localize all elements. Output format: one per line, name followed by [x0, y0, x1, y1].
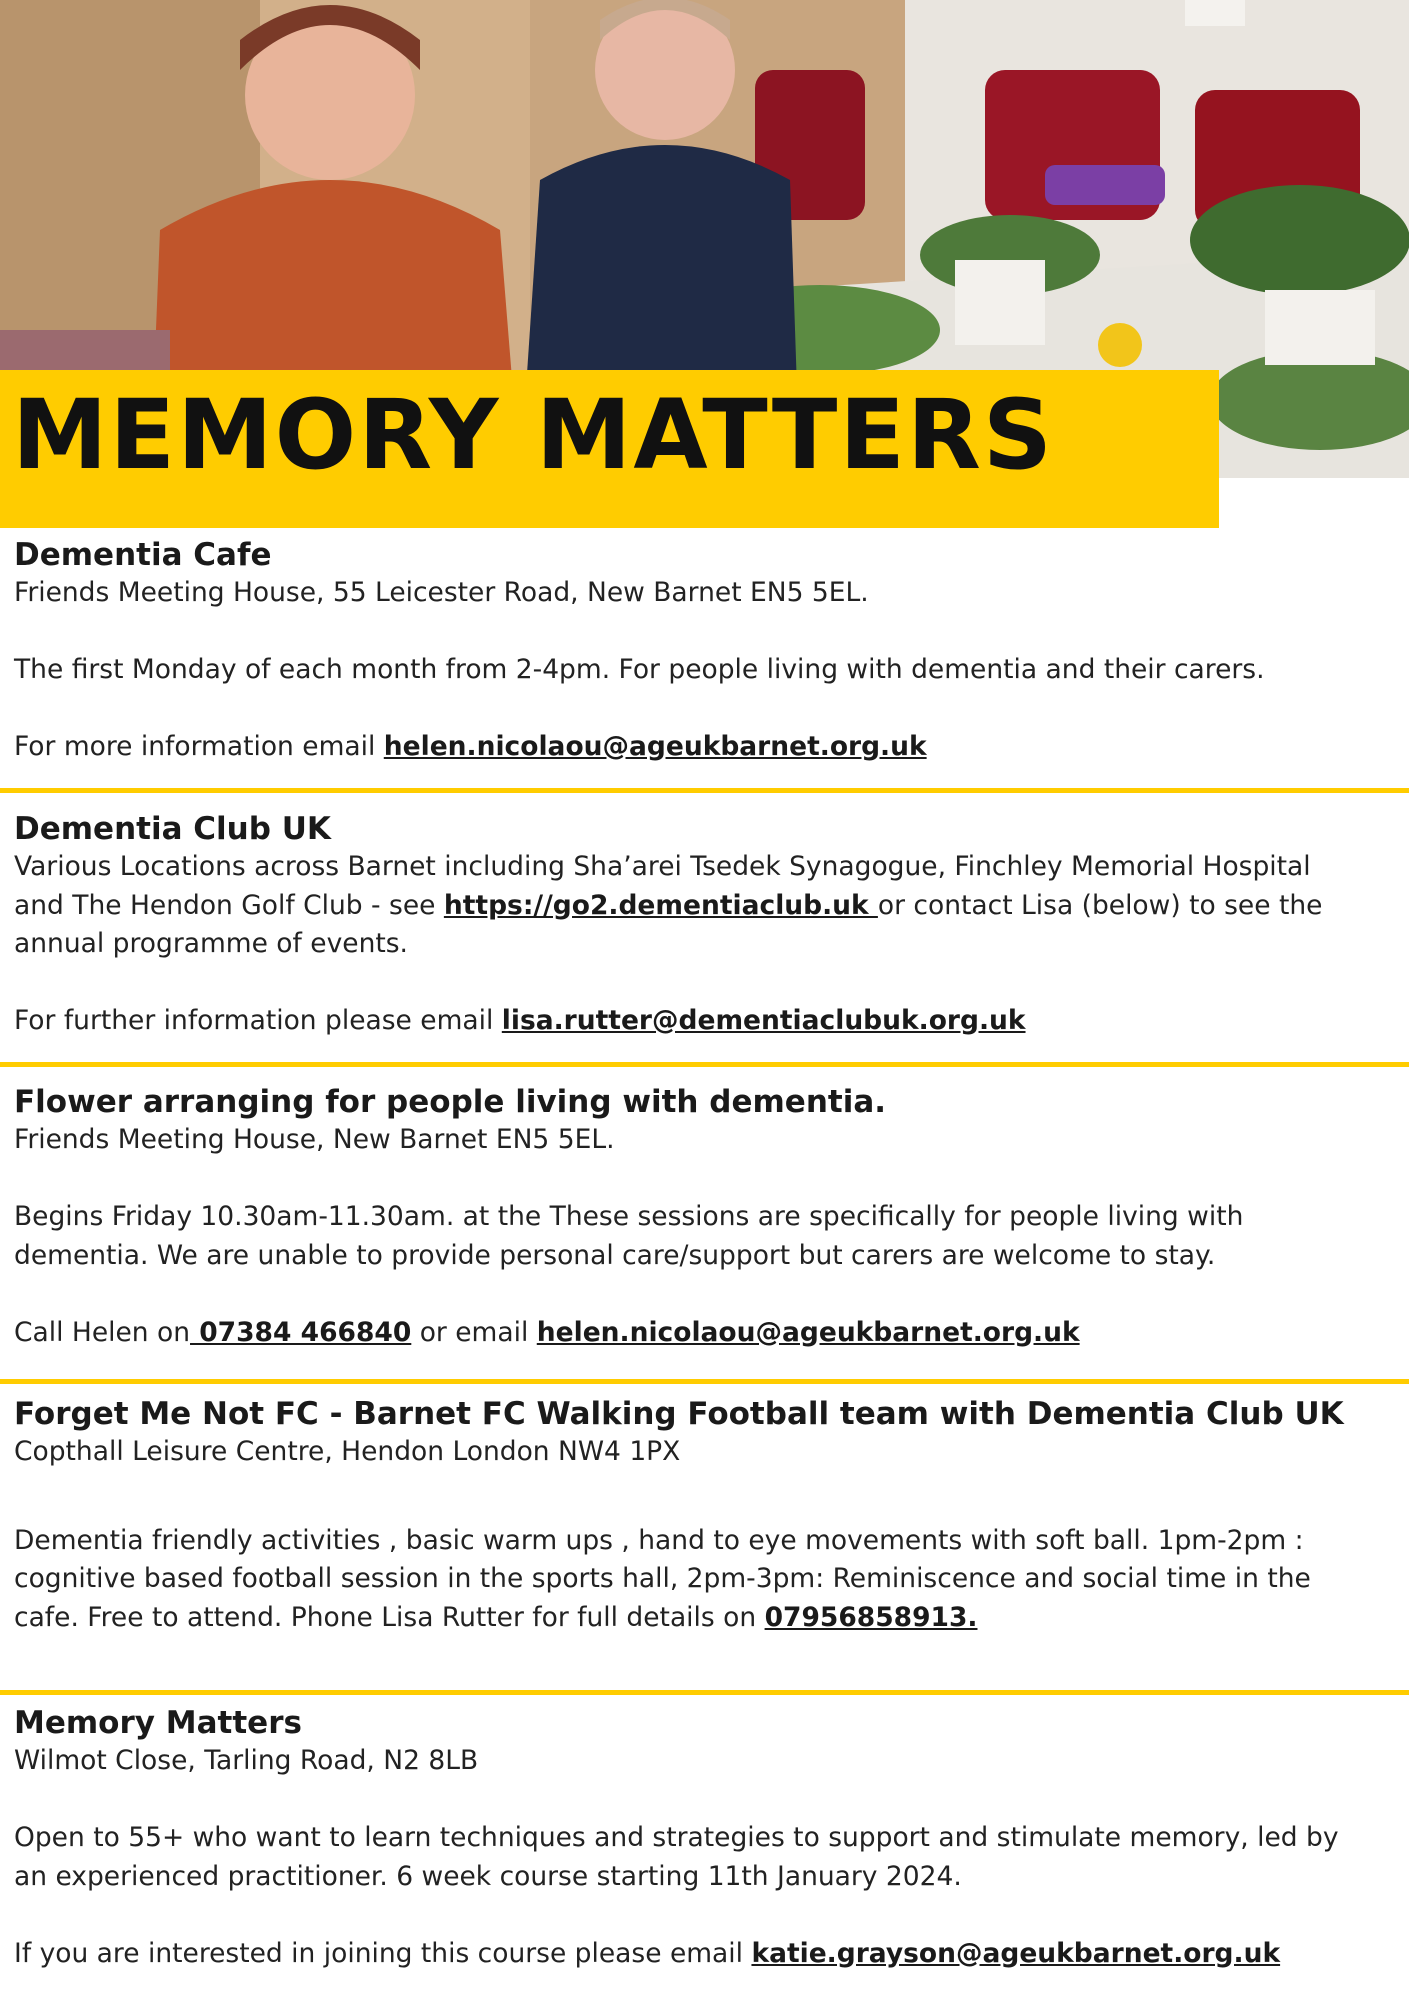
section-heading: Forget Me Not FC - Barnet FC Walking Football team with Dementia Club UK — [14, 1396, 1344, 1432]
description-line — [14, 887, 1394, 926]
phone-link[interactable]: 07956858913. — [764, 1601, 978, 1633]
description: The first Monday of each month from 2-4pm. For people living with dementia and their carers. — [14, 654, 1265, 685]
section-divider — [0, 1062, 1409, 1067]
contact-line — [14, 1935, 1394, 1974]
email-link[interactable]: helen.nicolaou@ageukbarnet.org.uk — [536, 1316, 1080, 1348]
section-heading: Memory Matters — [14, 1705, 302, 1741]
text-prefix: cafe. Free to attend. Phone Lisa Rutter for full details on — [14, 1601, 765, 1633]
section-dementia-cafe — [14, 536, 1394, 767]
description-line: dementia. We are unable to provide personal care/support but carers are welcome to stay. — [14, 1239, 1216, 1271]
section-memory-matters — [14, 1704, 1394, 1973]
description-line: Dementia friendly activities , basic warm ups , hand to eye movements with soft ball. 1pm-2pm : — [14, 1524, 1304, 1556]
section-heading: Flower arranging for people living with dementia. — [14, 1084, 887, 1120]
section-dementia-club-uk — [14, 810, 1394, 1041]
contact-line — [14, 1314, 1394, 1353]
text-suffix: or contact Lisa (below) to see the — [877, 889, 1323, 921]
address: Copthall Leisure Centre, Hendon London NW4 1PX — [14, 1436, 681, 1467]
email-link[interactable]: lisa.rutter@dementiaclubuk.org.uk — [501, 1005, 1026, 1036]
contact-prefix: If you are interested in joining this course please email — [14, 1937, 752, 1969]
contact-prefix: For further information please email — [14, 1005, 502, 1036]
section-divider — [0, 1690, 1409, 1695]
address: Friends Meeting House, New Barnet EN5 5EL. — [14, 1124, 615, 1155]
description-line: Begins Friday 10.30am-11.30am. at the These sessions are specifically for people living with — [14, 1201, 1244, 1232]
section-forget-me-not-fc — [14, 1395, 1394, 1637]
contact-line — [14, 728, 1394, 767]
contact-middle: or email — [411, 1316, 537, 1348]
description-line: annual programme of events. — [14, 928, 408, 959]
description-line: Various Locations across Barnet including Sha’arei Tsedek Synagogue, Finchley Memorial Hospital — [14, 851, 1311, 882]
page-title: MEMORY MATTERS — [12, 379, 1055, 491]
section-flower-arranging — [14, 1083, 1394, 1352]
address: Friends Meeting House, 55 Leicester Road, New Barnet EN5 5EL. — [14, 577, 869, 608]
website-link[interactable]: https://go2.dementiaclub.uk — [443, 889, 878, 921]
phone-link[interactable]: 07384 466840 — [190, 1316, 412, 1348]
description-line: an experienced practitioner. 6 week course starting 11th January 2024. — [14, 1860, 962, 1892]
section-heading: Dementia Cafe — [14, 537, 272, 573]
description-line — [14, 1599, 1394, 1638]
contact-prefix: Call Helen on — [14, 1316, 191, 1348]
contact-prefix: For more information email — [14, 731, 384, 762]
email-link[interactable]: helen.nicolaou@ageukbarnet.org.uk — [383, 731, 927, 762]
contact-line — [14, 1002, 1394, 1041]
section-divider — [0, 788, 1409, 793]
address: Wilmot Close, Tarling Road, N2 8LB — [14, 1745, 479, 1776]
email-link[interactable]: katie.grayson@ageukbarnet.org.uk — [751, 1937, 1281, 1969]
section-heading: Dementia Club UK — [14, 811, 331, 847]
description-line: cognitive based football session in the sports hall, 2pm-3pm: Reminiscence and social time in the — [14, 1563, 1311, 1594]
description-line: Open to 55+ who want to learn techniques and strategies to support and stimulate memory, led by — [14, 1822, 1339, 1853]
text-prefix: and The Hendon Golf Club - see — [14, 889, 444, 921]
section-divider — [0, 1379, 1409, 1384]
